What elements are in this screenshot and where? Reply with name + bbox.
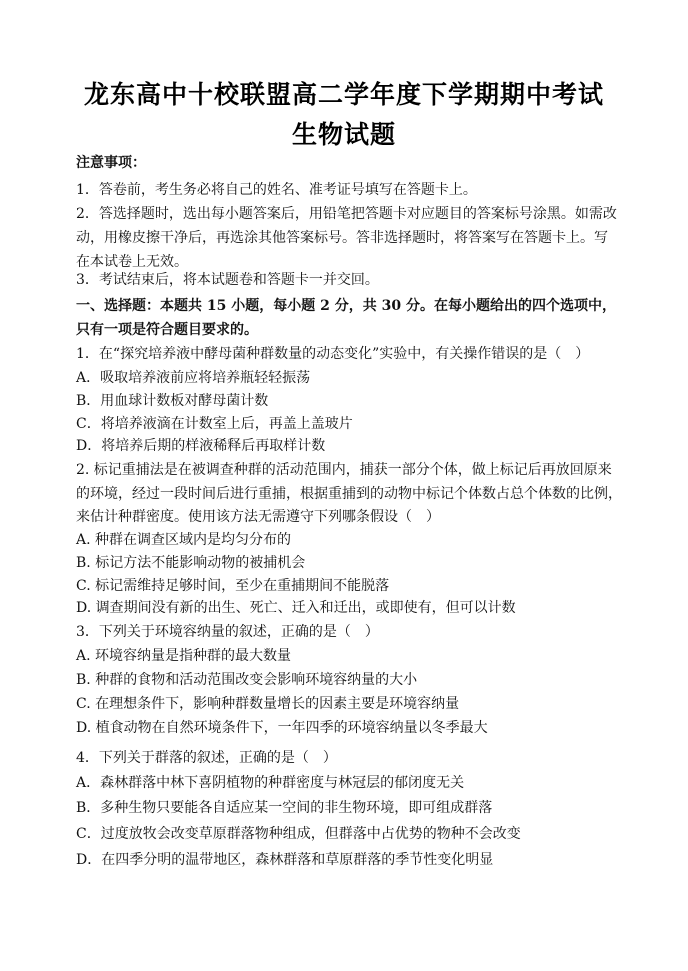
question-option: A. 种群在调查区域内是均匀分布的 [76, 532, 292, 548]
question-option: C. 标记需维持足够时间，至少在重捕期间不能脱落 [76, 578, 390, 594]
question-option: D．将培养后期的样液稀释后再取样计数 [76, 438, 326, 454]
notice-heading: 注意事项： [76, 155, 146, 171]
question-option: C. 在理想条件下，影响种群数量增长的因素主要是环境容纳量 [76, 696, 460, 712]
notice-line: 1．答卷前，考生务必将自己的姓名、准考证号填写在答题卡上。 [76, 182, 477, 198]
question-option: D. 植食动物在自然环境条件下，一年四季的环境容纳量以冬季最大 [76, 720, 488, 736]
exam-title: 龙东高中十校联盟高二学年度下学期期中考试 [83, 80, 604, 109]
question-stem: 来估计种群密度。使用该方法无需遵守下列哪条假设（ ） [76, 509, 440, 525]
question-option: A．森林群落中林下喜阴植物的种群密度与林冠层的郁闭度无关 [76, 775, 465, 791]
question-option: A．吸取培养液前应将培养瓶轻轻振荡 [76, 370, 311, 386]
question-option: B．多种生物只要能各自适应某一空间的非生物环境，即可组成群落 [76, 800, 493, 816]
question-stem: 3．下列关于环境容纳量的叙述，正确的是（ ） [76, 624, 379, 640]
question-stem: 4．下列关于群落的叙述，正确的是（ ） [76, 750, 337, 766]
section-heading: 一、选择题：本题共 15 小题，每小题 2 分，共 30 分。在每小题给出的四个选项中， [76, 298, 616, 314]
question-stem: 1．在“探究培养液中酵母菌种群数量的动态变化”实验中，有关操作错误的是（ ） [76, 346, 590, 362]
question-option: D．在四季分明的温带地区，森林群落和草原群落的季节性变化明显 [76, 852, 494, 868]
question-stem: 的环境，经过一段时间后进行重捕，根据重捕到的动物中标记个体数占总个体数的比例， [76, 486, 622, 502]
notice-line: 3．考试结束后，将本试题卷和答题卡一并交回。 [76, 272, 379, 288]
question-stem: 2. 标记重捕法是在被调查种群的活动范围内，捕获一部分个体，做上标记后再放回原来 [76, 462, 612, 478]
question-option: D. 调查期间没有新的出生、死亡、迁入和迁出，或即使有，但可以计数 [76, 600, 516, 616]
notice-line: 在本试卷上无效。 [76, 254, 188, 270]
question-option: B. 标记方法不能影响动物的被捕机会 [76, 555, 306, 571]
question-option: C．将培养液滴在计数室上后，再盖上盖玻片 [76, 416, 353, 432]
question-option: C．过度放牧会改变草原群落物种组成，但群落中占优势的物种不会改变 [76, 826, 521, 842]
question-option: B．用血球计数板对酵母菌计数 [76, 393, 269, 409]
question-option: A. 环境容纳量是指种群的最大数量 [76, 648, 292, 664]
exam-subject-title: 生物试题 [291, 120, 396, 149]
notice-line: 2．答选择题时，选出每小题答案后，用铅笔把答题卡对应题目的答案标号涂黑。如需改 [76, 206, 617, 222]
question-option: B. 种群的食物和活动范围改变会影响环境容纳量的大小 [76, 672, 418, 688]
notice-line: 动，用橡皮擦干净后，再选涂其他答案标号。答非选择题时，将答案写在答题卡上。写 [76, 230, 608, 246]
section-heading-cont: 只有一项是符合题目要求的。 [76, 322, 258, 338]
